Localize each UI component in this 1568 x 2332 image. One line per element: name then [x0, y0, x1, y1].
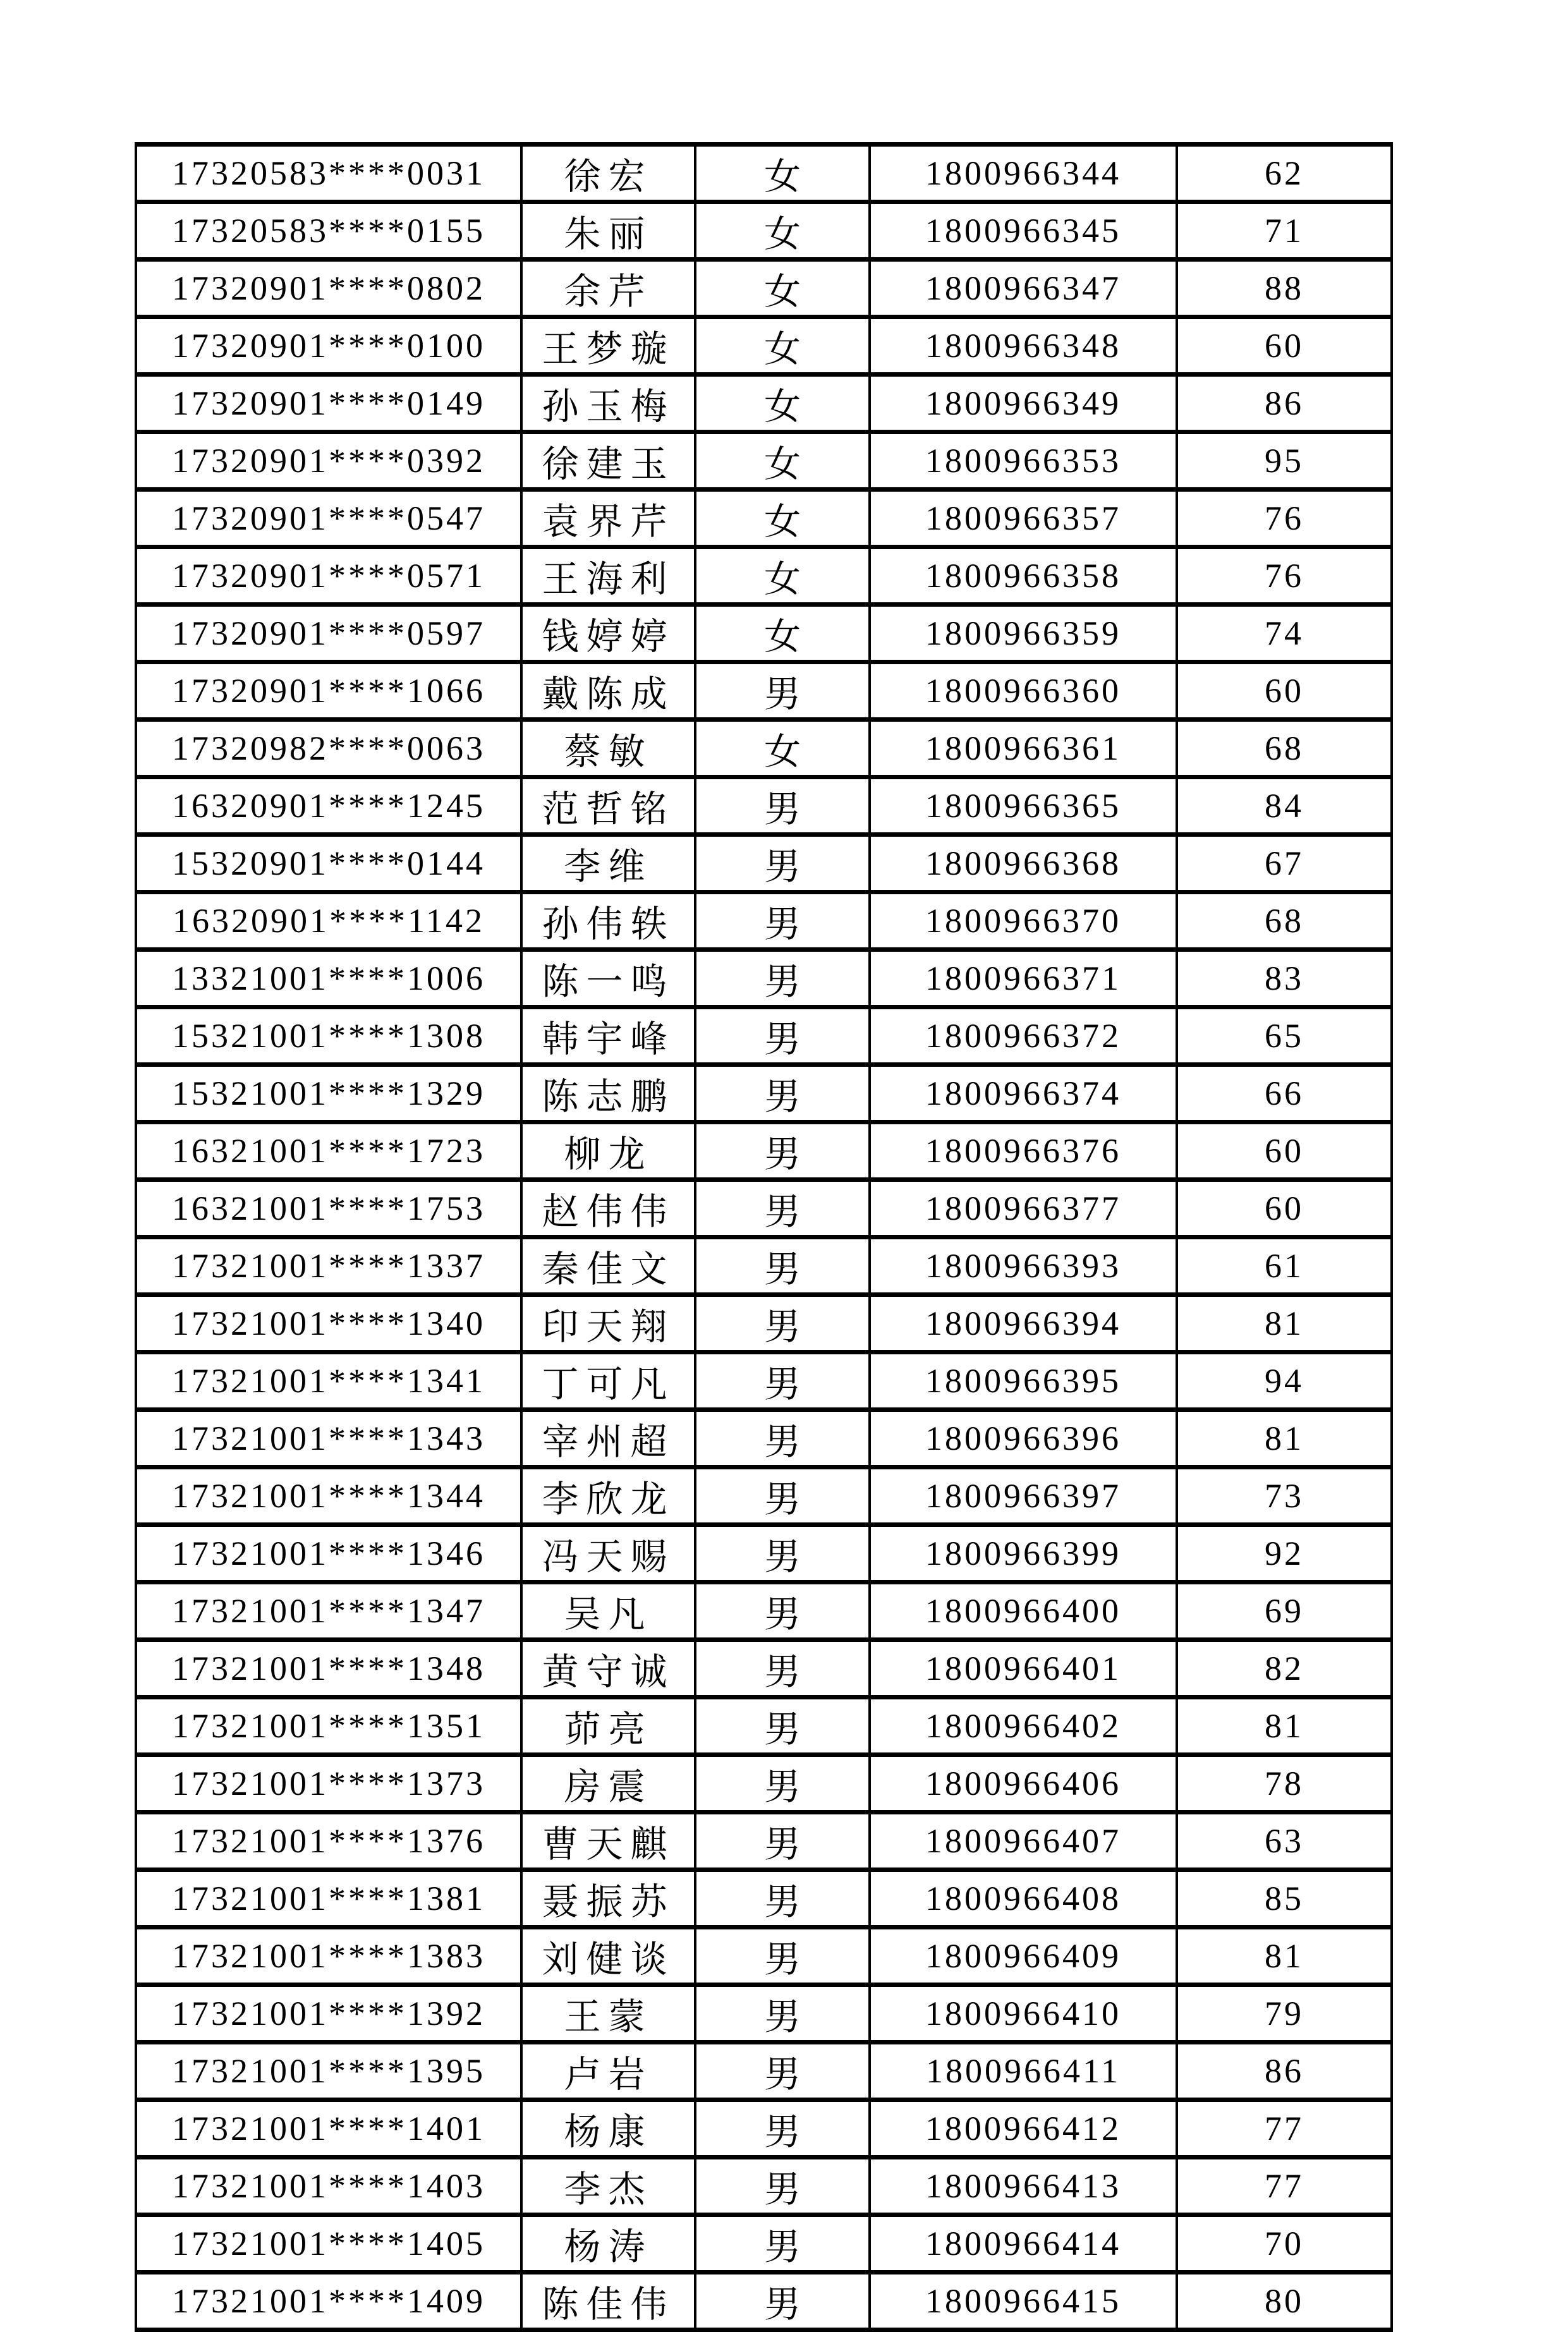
cell-phone: 1800966370	[870, 892, 1177, 950]
cell-phone: 1800966358	[870, 547, 1177, 605]
cell-name: 袁界芹	[521, 490, 695, 547]
cell-phone: 1800966397	[870, 1467, 1177, 1525]
table-row	[136, 375, 1392, 432]
cell-name: 陈志鹏	[521, 1065, 695, 1122]
table-row	[136, 1352, 1392, 1410]
cell-score: 76	[1177, 547, 1392, 605]
cell-gender: 男	[695, 662, 870, 720]
cell-score: 79	[1177, 1985, 1392, 2043]
cell-phone: 1800966413	[870, 2158, 1177, 2215]
cell-id-number: 15321001****1329	[136, 1065, 521, 1122]
cell-phone: 1800966396	[870, 1410, 1177, 1467]
cell-phone: 1800966399	[870, 1525, 1177, 1582]
cell-gender: 男	[695, 1007, 870, 1065]
table-row	[136, 547, 1392, 605]
cell-id-number: 17321001****1376	[136, 1813, 521, 1870]
cell-gender: 女	[695, 145, 870, 202]
cell-gender: 女	[695, 317, 870, 375]
cell-name: 韩宇峰	[521, 1007, 695, 1065]
cell-id-number: 17321001****1401	[136, 2100, 521, 2158]
cell-phone: 1800966374	[870, 1065, 1177, 1122]
cell-gender: 男	[695, 1352, 870, 1410]
cell-score: 66	[1177, 1065, 1392, 1122]
cell-id-number: 17320901****0802	[136, 260, 521, 317]
cell-id-number: 17321001****1405	[136, 2215, 521, 2273]
cell-score: 83	[1177, 950, 1392, 1007]
table-row	[136, 1180, 1392, 1237]
cell-id-number: 17320901****0597	[136, 605, 521, 662]
cell-name: 李维	[521, 835, 695, 892]
cell-score: 81	[1177, 1697, 1392, 1755]
cell-score: 94	[1177, 1352, 1392, 1410]
table-row	[136, 1755, 1392, 1813]
cell-gender: 男	[695, 1985, 870, 2043]
cell-name: 柳龙	[521, 1122, 695, 1180]
cell-phone: 1800966394	[870, 1295, 1177, 1352]
cell-gender: 女	[695, 202, 870, 260]
cell-phone: 1800966407	[870, 1813, 1177, 1870]
table-row	[136, 1065, 1392, 1122]
cell-id-number: 17321001****1403	[136, 2158, 521, 2215]
cell-id-number: 17321001****1348	[136, 1640, 521, 1697]
cell-id-number: 16320901****1245	[136, 777, 521, 835]
table-row	[136, 1813, 1392, 1870]
cell-phone: 1800966360	[870, 662, 1177, 720]
cell-gender: 男	[695, 2158, 870, 2215]
cell-score: 77	[1177, 2158, 1392, 2215]
cell-name: 聂振苏	[521, 1870, 695, 1928]
cell-id-number: 16321001****1723	[136, 1122, 521, 1180]
cell-phone: 1800966411	[870, 2043, 1177, 2100]
table-row	[136, 1122, 1392, 1180]
table-row	[136, 2273, 1392, 2330]
cell-name: 曹天麒	[521, 1813, 695, 1870]
cell-gender: 女	[695, 375, 870, 432]
cell-name: 徐宏	[521, 145, 695, 202]
cell-id-number: 17320901****1066	[136, 662, 521, 720]
cell-name: 丁可凡	[521, 1352, 695, 1410]
cell-gender: 男	[695, 1410, 870, 1467]
cell-name: 秦佳文	[521, 1237, 695, 1295]
cell-id-number: 17321001****1351	[136, 1697, 521, 1755]
cell-phone: 1800966402	[870, 1697, 1177, 1755]
cell-phone: 1800966347	[870, 260, 1177, 317]
table-row	[136, 1237, 1392, 1295]
cell-phone: 1800966361	[870, 720, 1177, 777]
cell-gender: 女	[695, 490, 870, 547]
cell-phone: 1800966414	[870, 2215, 1177, 2273]
cell-id-number: 17320901****0571	[136, 547, 521, 605]
table-row	[136, 145, 1392, 202]
cell-name: 蔡敏	[521, 720, 695, 777]
score-table	[135, 142, 1393, 2332]
cell-score: 77	[1177, 2100, 1392, 2158]
cell-gender: 男	[695, 1065, 870, 1122]
cell-id-number: 17320901****0547	[136, 490, 521, 547]
cell-phone: 1800966408	[870, 1870, 1177, 1928]
cell-id-number: 17321001****1341	[136, 1352, 521, 1410]
cell-phone: 1800966415	[870, 2273, 1177, 2330]
cell-phone: 1800966365	[870, 777, 1177, 835]
table-row	[136, 2100, 1392, 2158]
cell-score: 86	[1177, 375, 1392, 432]
cell-id-number: 16321001****1753	[136, 1180, 521, 1237]
cell-id-number: 15320901****0144	[136, 835, 521, 892]
cell-score: 84	[1177, 777, 1392, 835]
cell-gender: 男	[695, 2273, 870, 2330]
cell-score: 81	[1177, 1410, 1392, 1467]
cell-score: 78	[1177, 1755, 1392, 1813]
cell-id-number: 17320901****0392	[136, 432, 521, 490]
cell-phone: 1800966393	[870, 1237, 1177, 1295]
cell-name: 印天翔	[521, 1295, 695, 1352]
cell-id-number: 17320901****0100	[136, 317, 521, 375]
cell-id-number: 17321001****1395	[136, 2043, 521, 2100]
table-row	[136, 892, 1392, 950]
cell-id-number: 17321001****1373	[136, 1755, 521, 1813]
cell-phone: 1800966410	[870, 1985, 1177, 2043]
cell-name: 孙玉梅	[521, 375, 695, 432]
cell-gender: 女	[695, 547, 870, 605]
cell-phone: 1800966412	[870, 2100, 1177, 2158]
cell-gender: 男	[695, 1467, 870, 1525]
cell-name: 茆亮	[521, 1697, 695, 1755]
cell-name: 房震	[521, 1755, 695, 1813]
cell-id-number: 17320583****0031	[136, 145, 521, 202]
table-row	[136, 2043, 1392, 2100]
cell-score: 76	[1177, 490, 1392, 547]
cell-name: 陈一鸣	[521, 950, 695, 1007]
cell-gender: 男	[695, 1237, 870, 1295]
table-row	[136, 1985, 1392, 2043]
cell-score: 60	[1177, 662, 1392, 720]
cell-phone: 1800966348	[870, 317, 1177, 375]
cell-phone: 1800966409	[870, 1928, 1177, 1985]
cell-name: 黄守诚	[521, 1640, 695, 1697]
cell-score: 60	[1177, 317, 1392, 375]
cell-phone: 1800966395	[870, 1352, 1177, 1410]
cell-phone: 1800966345	[870, 202, 1177, 260]
cell-score: 86	[1177, 2043, 1392, 2100]
cell-id-number: 17321001****1346	[136, 1525, 521, 1582]
table-row	[136, 260, 1392, 317]
cell-id-number: 17321001****1392	[136, 1985, 521, 2043]
cell-id-number: 17321001****1337	[136, 1237, 521, 1295]
cell-name: 吴凡	[521, 1582, 695, 1640]
cell-gender: 男	[695, 2043, 870, 2100]
cell-phone: 1800966376	[870, 1122, 1177, 1180]
cell-score: 65	[1177, 1007, 1392, 1065]
cell-id-number: 17320583****0155	[136, 202, 521, 260]
cell-gender: 男	[695, 1755, 870, 1813]
cell-gender: 男	[695, 1928, 870, 1985]
table-row	[136, 1870, 1392, 1928]
table-row	[136, 950, 1392, 1007]
cell-score: 73	[1177, 1467, 1392, 1525]
table-row	[136, 777, 1392, 835]
cell-score: 63	[1177, 1813, 1392, 1870]
cell-phone: 1800966372	[870, 1007, 1177, 1065]
table-row	[136, 1582, 1392, 1640]
cell-id-number: 17321001****1383	[136, 1928, 521, 1985]
cell-name: 王蒙	[521, 1985, 695, 2043]
cell-gender: 男	[695, 777, 870, 835]
cell-id-number: 17321001****1344	[136, 1467, 521, 1525]
cell-score: 81	[1177, 1928, 1392, 1985]
table-row	[136, 662, 1392, 720]
cell-name: 徐建玉	[521, 432, 695, 490]
cell-phone: 1800966401	[870, 1640, 1177, 1697]
cell-phone: 1800966368	[870, 835, 1177, 892]
cell-phone: 1800966371	[870, 950, 1177, 1007]
cell-score: 74	[1177, 605, 1392, 662]
cell-score: 71	[1177, 202, 1392, 260]
cell-name: 朱丽	[521, 202, 695, 260]
cell-gender: 男	[695, 2100, 870, 2158]
cell-id-number: 15321001****1308	[136, 1007, 521, 1065]
cell-phone: 1800966357	[870, 490, 1177, 547]
table-row	[136, 1525, 1392, 1582]
cell-id-number: 17321001****1347	[136, 1582, 521, 1640]
table-row	[136, 1467, 1392, 1525]
cell-name: 冯天赐	[521, 1525, 695, 1582]
cell-name: 李欣龙	[521, 1467, 695, 1525]
cell-gender: 男	[695, 1640, 870, 1697]
cell-name: 宰州超	[521, 1410, 695, 1467]
cell-gender: 男	[695, 2215, 870, 2273]
cell-name: 杨涛	[521, 2215, 695, 2273]
cell-name: 赵伟伟	[521, 1180, 695, 1237]
cell-name: 钱婷婷	[521, 605, 695, 662]
cell-name: 卢岩	[521, 2043, 695, 2100]
cell-gender: 女	[695, 720, 870, 777]
table-row	[136, 1697, 1392, 1755]
cell-score: 92	[1177, 1525, 1392, 1582]
cell-id-number: 17321001****1343	[136, 1410, 521, 1467]
cell-score: 95	[1177, 432, 1392, 490]
cell-score: 69	[1177, 1582, 1392, 1640]
cell-score: 68	[1177, 892, 1392, 950]
cell-score: 67	[1177, 835, 1392, 892]
cell-gender: 男	[695, 1582, 870, 1640]
cell-gender: 男	[695, 1870, 870, 1928]
cell-name: 王海利	[521, 547, 695, 605]
cell-gender: 男	[695, 1180, 870, 1237]
cell-id-number: 17320901****0149	[136, 375, 521, 432]
score-table-body	[136, 145, 1392, 2330]
cell-name: 刘健谈	[521, 1928, 695, 1985]
cell-gender: 男	[695, 1122, 870, 1180]
cell-gender: 男	[695, 1813, 870, 1870]
cell-gender: 男	[695, 835, 870, 892]
cell-id-number: 13321001****1006	[136, 950, 521, 1007]
cell-score: 70	[1177, 2215, 1392, 2273]
table-row	[136, 202, 1392, 260]
cell-score: 68	[1177, 720, 1392, 777]
table-row	[136, 1007, 1392, 1065]
cell-id-number: 17320982****0063	[136, 720, 521, 777]
cell-phone: 1800966344	[870, 145, 1177, 202]
cell-phone: 1800966353	[870, 432, 1177, 490]
cell-id-number: 16320901****1142	[136, 892, 521, 950]
table-row	[136, 490, 1392, 547]
cell-phone: 1800966359	[870, 605, 1177, 662]
cell-gender: 男	[695, 892, 870, 950]
cell-score: 61	[1177, 1237, 1392, 1295]
table-row	[136, 317, 1392, 375]
cell-phone: 1800966406	[870, 1755, 1177, 1813]
cell-name: 余芹	[521, 260, 695, 317]
table-row	[136, 605, 1392, 662]
cell-score: 62	[1177, 145, 1392, 202]
table-row	[136, 1640, 1392, 1697]
table-row	[136, 2158, 1392, 2215]
cell-score: 80	[1177, 2273, 1392, 2330]
cell-gender: 男	[695, 950, 870, 1007]
cell-id-number: 17321001****1381	[136, 1870, 521, 1928]
cell-name: 范哲铭	[521, 777, 695, 835]
cell-gender: 女	[695, 605, 870, 662]
cell-score: 60	[1177, 1180, 1392, 1237]
cell-gender: 男	[695, 1525, 870, 1582]
table-row	[136, 720, 1392, 777]
cell-name: 孙伟轶	[521, 892, 695, 950]
table-row	[136, 1295, 1392, 1352]
table-row	[136, 432, 1392, 490]
cell-score: 60	[1177, 1122, 1392, 1180]
cell-phone: 1800966349	[870, 375, 1177, 432]
table-row	[136, 2215, 1392, 2273]
cell-phone: 1800966377	[870, 1180, 1177, 1237]
cell-gender: 男	[695, 1295, 870, 1352]
table-row	[136, 835, 1392, 892]
cell-gender: 女	[695, 432, 870, 490]
cell-gender: 女	[695, 260, 870, 317]
cell-score: 85	[1177, 1870, 1392, 1928]
table-row	[136, 1928, 1392, 1985]
cell-id-number: 17321001****1409	[136, 2273, 521, 2330]
cell-name: 戴陈成	[521, 662, 695, 720]
cell-name: 李杰	[521, 2158, 695, 2215]
cell-id-number: 17321001****1340	[136, 1295, 521, 1352]
cell-name: 王梦璇	[521, 317, 695, 375]
cell-score: 88	[1177, 260, 1392, 317]
cell-score: 82	[1177, 1640, 1392, 1697]
cell-score: 81	[1177, 1295, 1392, 1352]
table-row	[136, 1410, 1392, 1467]
cell-phone: 1800966400	[870, 1582, 1177, 1640]
cell-name: 杨康	[521, 2100, 695, 2158]
cell-name: 陈佳伟	[521, 2273, 695, 2330]
cell-gender: 男	[695, 1697, 870, 1755]
